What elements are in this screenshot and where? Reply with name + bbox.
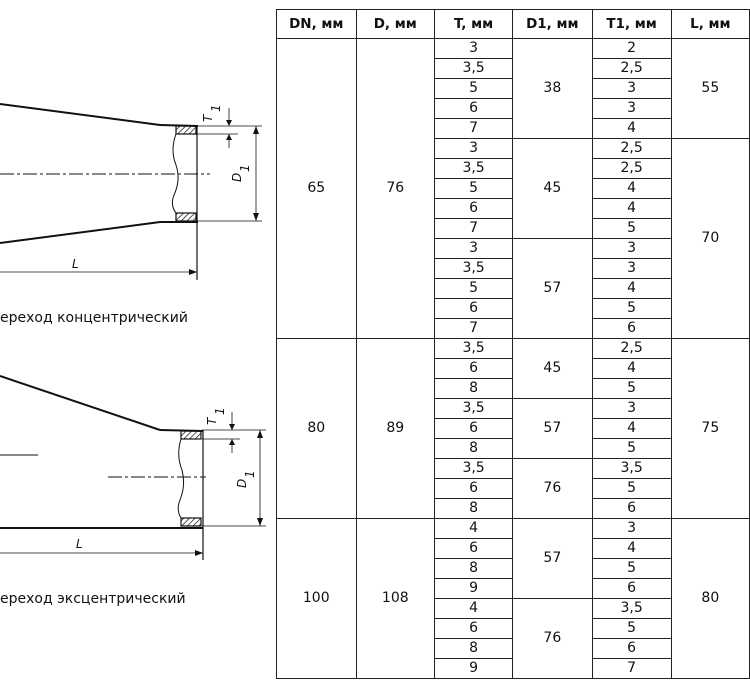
cell-l: 70 (671, 139, 749, 339)
cell-t1: 6 (592, 579, 671, 599)
cell-t1: 4 (592, 179, 671, 199)
concentric-t1-subscript: 1 (209, 104, 223, 112)
cell-t1: 3 (592, 99, 671, 119)
cell-t: 3,5 (435, 399, 513, 419)
cell-t1: 7 (592, 659, 671, 679)
cell-t: 5 (435, 79, 513, 99)
cell-dn: 100 (277, 519, 357, 679)
cell-dn: 65 (277, 39, 357, 339)
table-row (277, 519, 750, 539)
cell-t: 6 (435, 619, 513, 639)
cell-t1: 5 (592, 619, 671, 639)
cell-t: 9 (435, 579, 513, 599)
cell-t1: 3 (592, 519, 671, 539)
cell-t: 6 (435, 479, 513, 499)
cell-t: 4 (435, 599, 513, 619)
table-header-row (277, 10, 750, 39)
cell-d: 108 (356, 519, 435, 679)
cell-t: 6 (435, 359, 513, 379)
cell-t: 7 (435, 319, 513, 339)
cell-t1: 3 (592, 399, 671, 419)
cell-l: 75 (671, 339, 749, 519)
cell-t: 6 (435, 99, 513, 119)
table-row (277, 339, 750, 359)
eccentric-t1-subscript: 1 (213, 407, 227, 415)
cell-t1: 2,5 (592, 159, 671, 179)
cell-t: 3,5 (435, 259, 513, 279)
cell-t1: 3 (592, 259, 671, 279)
eccentric-d1-subscript: 1 (243, 470, 257, 478)
cell-t: 6 (435, 539, 513, 559)
cell-t: 8 (435, 379, 513, 399)
cell-t1: 4 (592, 199, 671, 219)
cell-t: 3 (435, 239, 513, 259)
cell-l: 80 (671, 519, 749, 679)
concentric-t1-label: T (201, 114, 215, 122)
cell-d1: 45 (513, 339, 592, 399)
cell-d1: 76 (513, 599, 592, 679)
header-d1: D1, мм (513, 10, 592, 39)
cell-t1: 4 (592, 539, 671, 559)
cell-t1: 5 (592, 299, 671, 319)
eccentric-caption: ереход эксцентрический (0, 591, 186, 607)
header-l: L, мм (671, 10, 749, 39)
cell-t1: 4 (592, 119, 671, 139)
eccentric-l-label: L (76, 537, 83, 551)
concentric-caption: ереход концентрический (0, 310, 188, 326)
cell-t1: 5 (592, 219, 671, 239)
cell-d1: 76 (513, 459, 592, 519)
cell-t: 8 (435, 559, 513, 579)
cell-t1: 2 (592, 39, 671, 59)
cell-t1: 5 (592, 479, 671, 499)
concentric-d1-subscript: 1 (238, 164, 252, 172)
cell-t1: 6 (592, 499, 671, 519)
cell-d1: 45 (513, 139, 592, 239)
header-t1: T1, мм (592, 10, 671, 39)
cell-t: 3,5 (435, 59, 513, 79)
cell-t: 6 (435, 299, 513, 319)
cell-d1: 57 (513, 399, 592, 459)
header-d: D, мм (356, 10, 435, 39)
cell-t: 9 (435, 659, 513, 679)
table-body (277, 39, 750, 679)
concentric-l-label: L (72, 257, 79, 271)
cell-t1: 2,5 (592, 339, 671, 359)
cell-t: 3,5 (435, 159, 513, 179)
cell-t: 7 (435, 119, 513, 139)
concentric-d1-label: D (230, 172, 244, 182)
eccentric-t1-label: T (205, 417, 219, 425)
cell-t: 6 (435, 419, 513, 439)
cell-t: 3 (435, 139, 513, 159)
cell-t: 6 (435, 199, 513, 219)
cell-t1: 2,5 (592, 139, 671, 159)
cell-t: 5 (435, 279, 513, 299)
cell-t1: 6 (592, 319, 671, 339)
cell-t1: 3,5 (592, 459, 671, 479)
cell-t: 4 (435, 519, 513, 539)
cell-d1: 57 (513, 519, 592, 599)
cell-t1: 4 (592, 419, 671, 439)
cell-t: 8 (435, 499, 513, 519)
cell-t1: 6 (592, 639, 671, 659)
cell-t1: 3 (592, 239, 671, 259)
cell-t: 8 (435, 639, 513, 659)
cell-d: 76 (356, 39, 435, 339)
cell-t1: 3,5 (592, 599, 671, 619)
cell-t1: 5 (592, 379, 671, 399)
cell-dn: 80 (277, 339, 357, 519)
eccentric-d1-label: D (235, 478, 249, 488)
eccentric-reducer-drawing (0, 376, 266, 560)
cell-d1: 38 (513, 39, 592, 139)
cell-t1: 4 (592, 279, 671, 299)
cell-t1: 5 (592, 439, 671, 459)
cell-t: 7 (435, 219, 513, 239)
cell-d1: 57 (513, 239, 592, 339)
cell-t: 3,5 (435, 459, 513, 479)
header-t: T, мм (435, 10, 513, 39)
cell-t1: 3 (592, 79, 671, 99)
reducer-spec-table (276, 9, 750, 679)
header-dn: DN, мм (277, 10, 357, 39)
cell-t: 3,5 (435, 339, 513, 359)
cell-t1: 2,5 (592, 59, 671, 79)
cell-t: 8 (435, 439, 513, 459)
cell-d: 89 (356, 339, 435, 519)
cell-t1: 5 (592, 559, 671, 579)
cell-t1: 4 (592, 359, 671, 379)
concentric-reducer-drawing (0, 104, 262, 280)
cell-l: 55 (671, 39, 749, 139)
reducer-drawings (0, 0, 276, 688)
table-row (277, 39, 750, 59)
cell-t: 3 (435, 39, 513, 59)
cell-t: 5 (435, 179, 513, 199)
